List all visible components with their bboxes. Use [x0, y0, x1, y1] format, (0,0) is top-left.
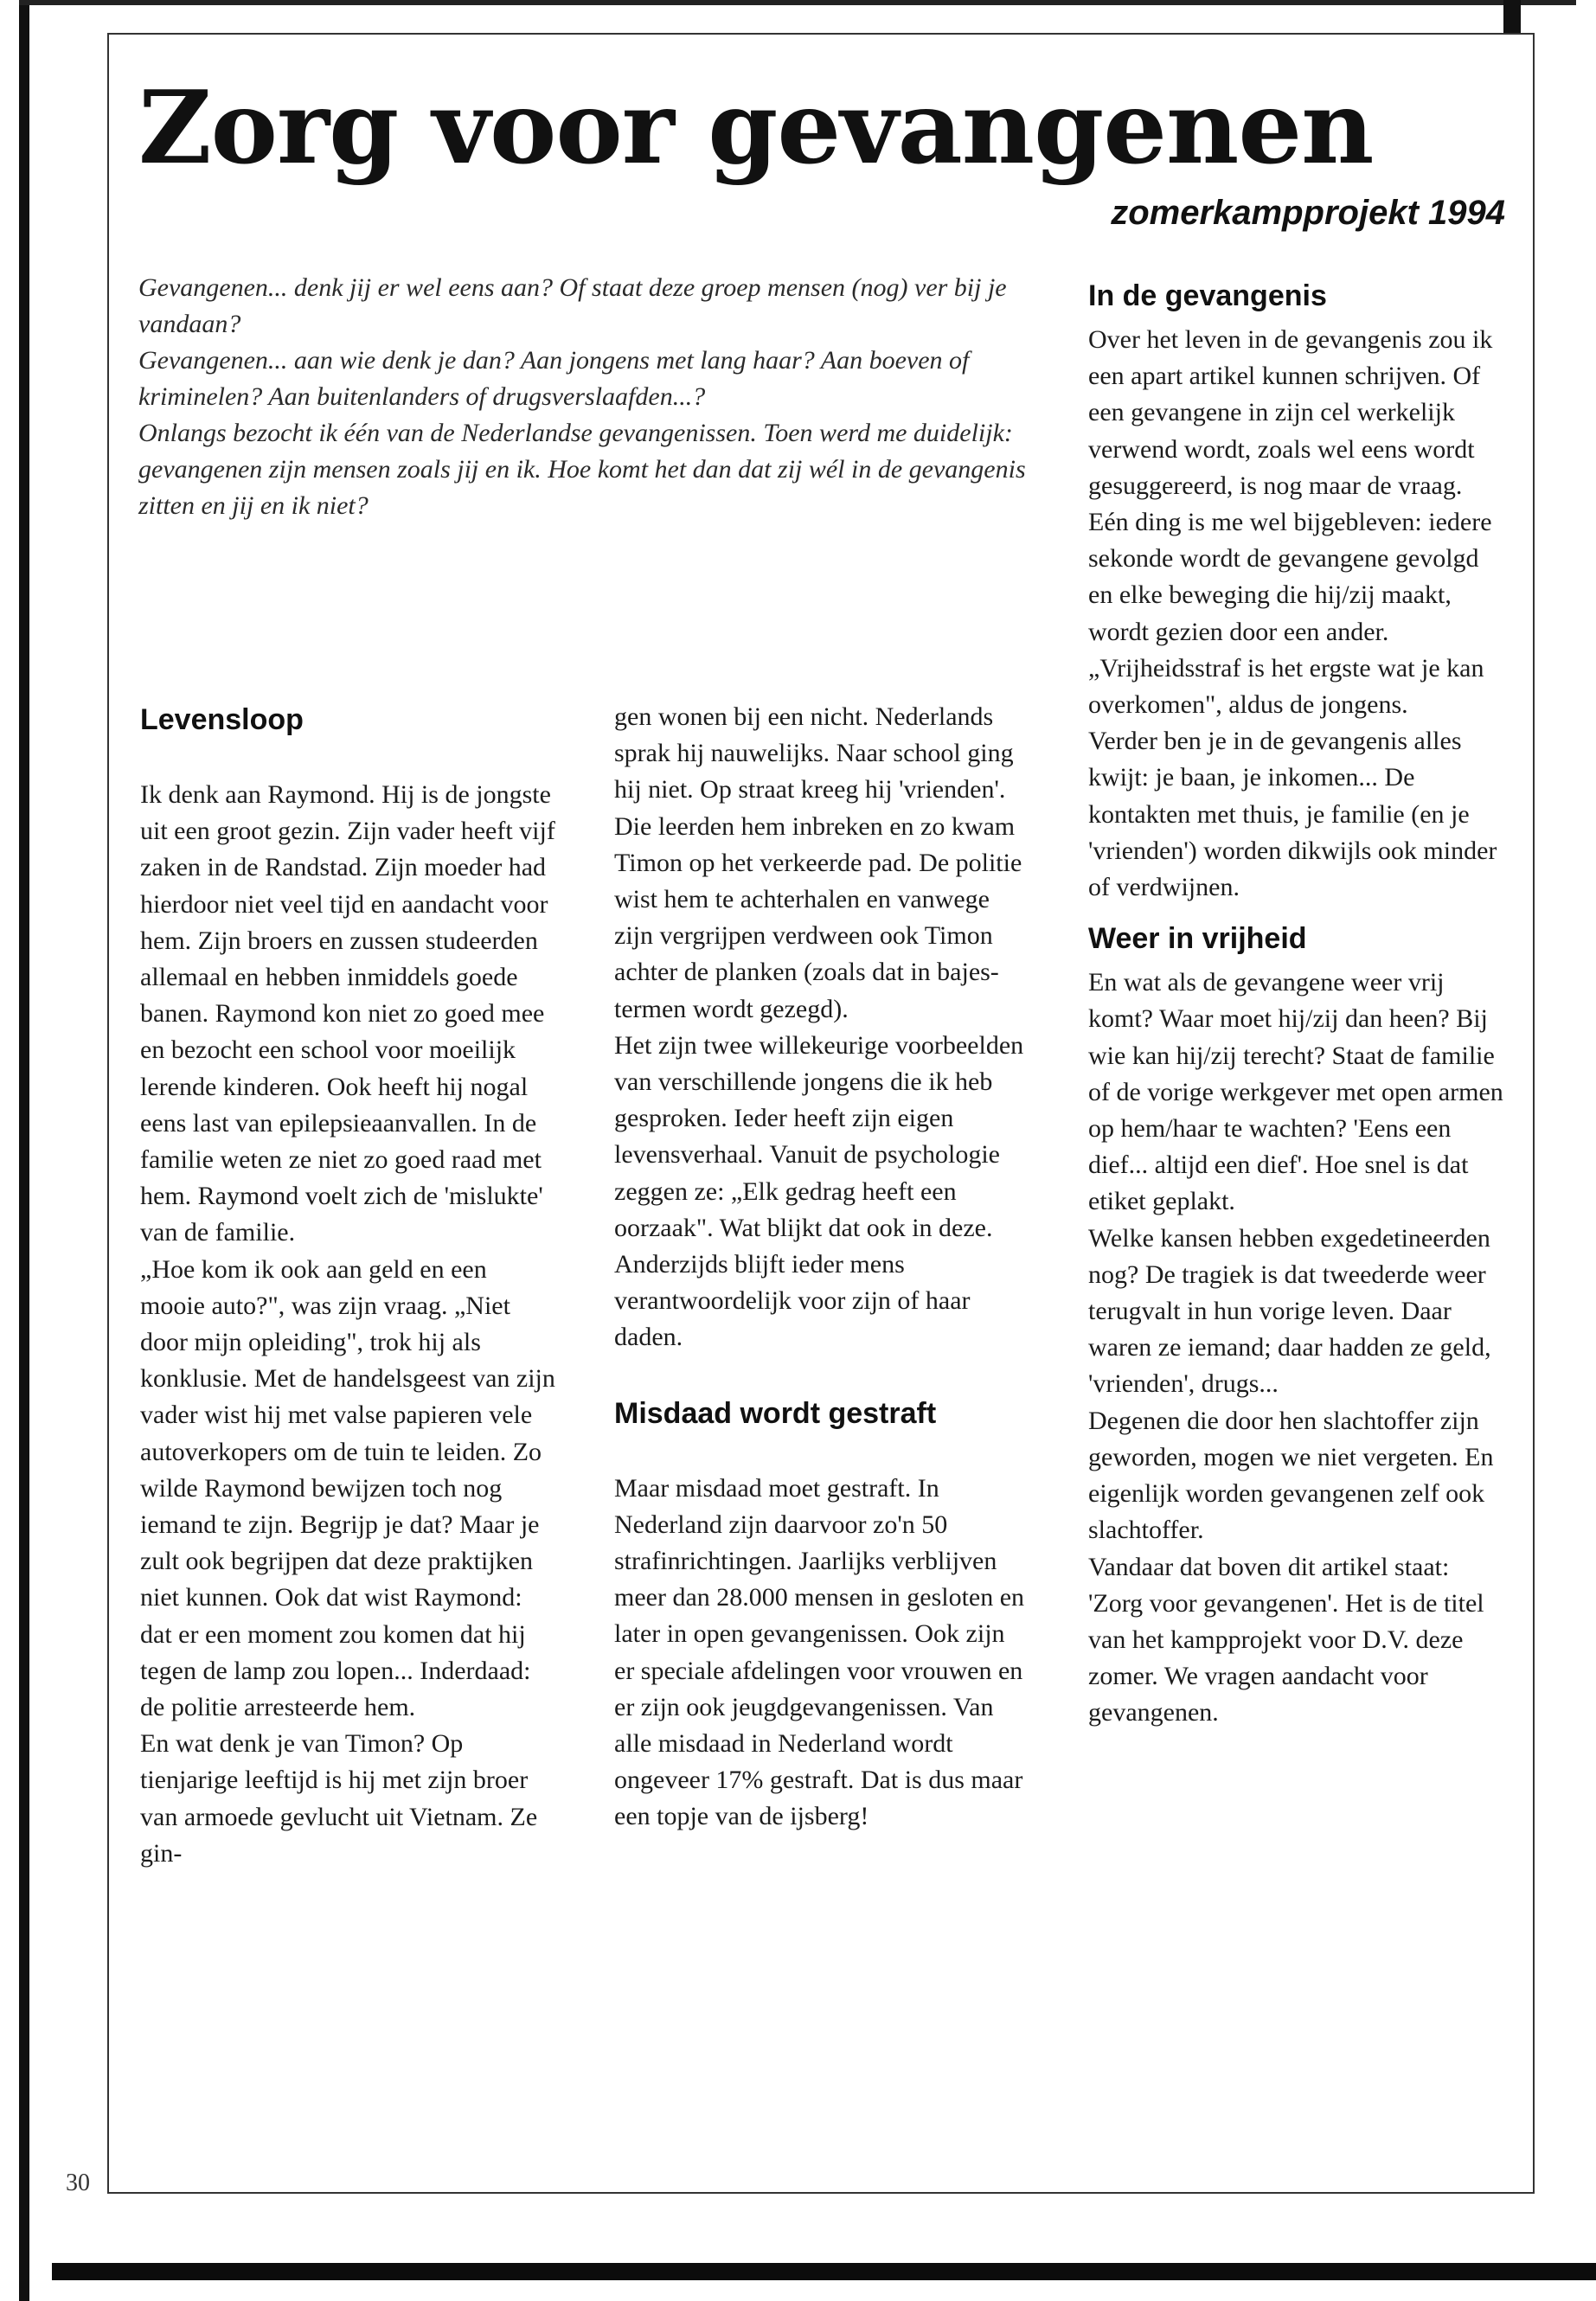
body-paragraph: „Hoe kom ik ook aan geld en een mooie auto?", was zijn vraag. „Niet door mijn opleiding", trok hij als konklusie. Met de handelsgeest van zijn vader wist hij met valse papieren vele autoverkopers om de tuin te leiden. Zo wilde Raymond bewijzen toch nog iemand te zijn. Begrijp je dat? Maar je zult ook begrijpen dat deze praktijken niet kunnen. Ook dat wist Raymond: dat er een moment zou komen dat hij tegen de lamp zou lopen... Inderdaad: de politie arresteerde hem.	[140, 1254, 555, 1722]
scan-edge-left	[19, 0, 29, 2301]
body-paragraph: Verder ben je in de gevangenis alles kwijt: je baan, je inkomen... De kontakten met thuis, je familie (en je 'vrienden') worden dikwijls ook minder of verdwijnen.	[1088, 727, 1497, 902]
body-paragraph: „Vrijheidsstraf is het ergste wat je kan overkomen", aldus de jongens.	[1088, 653, 1484, 720]
column-2	[614, 699, 1029, 1836]
article-subtitle: zomerkampprojekt 1994	[1111, 194, 1505, 232]
article-title: Zorg voor gevangenen	[138, 69, 1374, 187]
body-paragraph: gen wonen bij een nicht. Nederlands sprak hij nauwelijks. Naar school ging hij niet. Op straat kreeg hij 'vrienden'. Die leerden hem inbreken en zo kwam Timon op het verkeerde pad. De politie wist hem te achterhalen en vanwege zijn vergrijpen verdween ook Timon achter de planken (zoals dat in bajes-termen wordt gezegd).	[614, 702, 1022, 1023]
scan-edge-top	[19, 0, 1576, 5]
intro-paragraph: Gevangenen... aan wie denk je dan? Aan jongens met lang haar? Aan boeven of kriminelen? Aan buitenlanders of drugsverslaafden...?	[138, 346, 970, 411]
intro-text	[138, 270, 1029, 524]
heading-gevangenis: In de gevangenis	[1088, 279, 1327, 312]
page-number: 30	[66, 2170, 90, 2196]
body-paragraph: En wat als de gevangene weer vrij komt? Waar moet hij/zij dan heen? Bij wie kan hij/zij terecht? Staat de familie of de vorige werkgever met open armen op hem/haar te wachten? 'Eens een dief... altijd een dief'. Hoe snel is dat etiket geplakt.	[1088, 968, 1503, 1216]
scan-edge-bottom	[52, 2263, 1596, 2280]
body-paragraph: Ik denk aan Raymond. Hij is de jongste uit een groot gezin. Zijn vader heeft vijf zaken in de Randstad. Zijn moeder had hierdoor niet veel tijd en aandacht voor hem. Zijn broers en zussen studeerden allemaal en hebben inmiddels goede banen. Raymond kon niet zo goed mee en bezocht een school voor moeilijk lerende kinderen. Ook heeft hij nogal eens last van epilepsieaanvallen. In de familie weten ze niet zo goed raad met hem. Raymond voelt zich de 'mislukte' van de familie.	[140, 780, 555, 1247]
column-1	[140, 699, 555, 1872]
body-paragraph: Welke kansen hebben exgedetineerden nog? De tragiek is dat tweederde weer terugvalt in hun vorige leven. Daar waren ze iemand; daar hadden ze geld, 'vrienden', drugs...	[1088, 1223, 1491, 1399]
body-paragraph: Het zijn twee willekeurige voorbeelden van verschillende jongens die ik heb gesproken. Ieder heeft zijn eigen levensverhaal. Vanuit de psychologie zeggen ze: „Elk gedrag heeft een oorzaak". Wat blijkt dat ook in deze. Anderzijds blijft ieder mens verantwoordelijk voor zijn of haar daden.	[614, 1030, 1024, 1352]
heading-misdaad: Misdaad wordt gestraft	[614, 1396, 937, 1430]
intro-paragraph: Onlangs bezocht ik één van de Nederlandse gevangenissen. Toen werd me duidelijk: gevangenen zijn mensen zoals jij en ik. Hoe komt het dan dat zij wél in de gevangenis zitten en jij en ik niet?	[138, 419, 1026, 520]
body-paragraph: Vandaar dat boven dit artikel staat: 'Zorg voor gevangenen'. Het is de titel van het kampprojekt voor D.V. deze zomer. We vragen aandacht voor gevangenen.	[1088, 1552, 1484, 1727]
intro-paragraph: Gevangenen... denk jij er wel eens aan? Of staat deze groep mensen (nog) ver bij je vandaan?	[138, 273, 1007, 338]
heading-levensloop: Levensloop	[140, 703, 304, 736]
body-paragraph: Maar misdaad moet gestraft. In Nederland zijn daarvoor zo'n 50 strafinrichtingen. Jaarlijks verblijven meer dan 28.000 mensen in gesloten en later in open gevangenissen. Ook zijn er speciale afdelingen voor vrouwen en er zijn ook jeugdgevangenissen. Van alle misdaad in Nederland wordt ongeveer 17% gestraft. Dat is dus maar een topje van de ijsberg!	[614, 1473, 1025, 1831]
body-paragraph: Over het leven in de gevangenis zou ik een apart artikel kunnen schrijven. Of een gevangene in zijn cel werkelijk verwend wordt, zoals wel eens wordt gesuggereerd, is nog maar de vraag. Eén ding is me wel bijgebleven: iedere sekonde wordt de gevangene gevolgd en elke beweging die hij/zij maakt, wordt gezien door een ander.	[1088, 325, 1493, 646]
heading-vrijheid: Weer in vrijheid	[1088, 922, 1307, 956]
column-3	[1088, 275, 1503, 1732]
body-paragraph: Degenen die door hen slachtoffer zijn geworden, mogen we niet vergeten. En eigenlijk worden gevangenen zelf ook slachtoffer.	[1088, 1406, 1494, 1545]
body-paragraph: En wat denk je van Timon? Op tienjarige leeftijd is hij met zijn broer van armoede gevlucht uit Vietnam. Ze gin-	[140, 1729, 538, 1868]
